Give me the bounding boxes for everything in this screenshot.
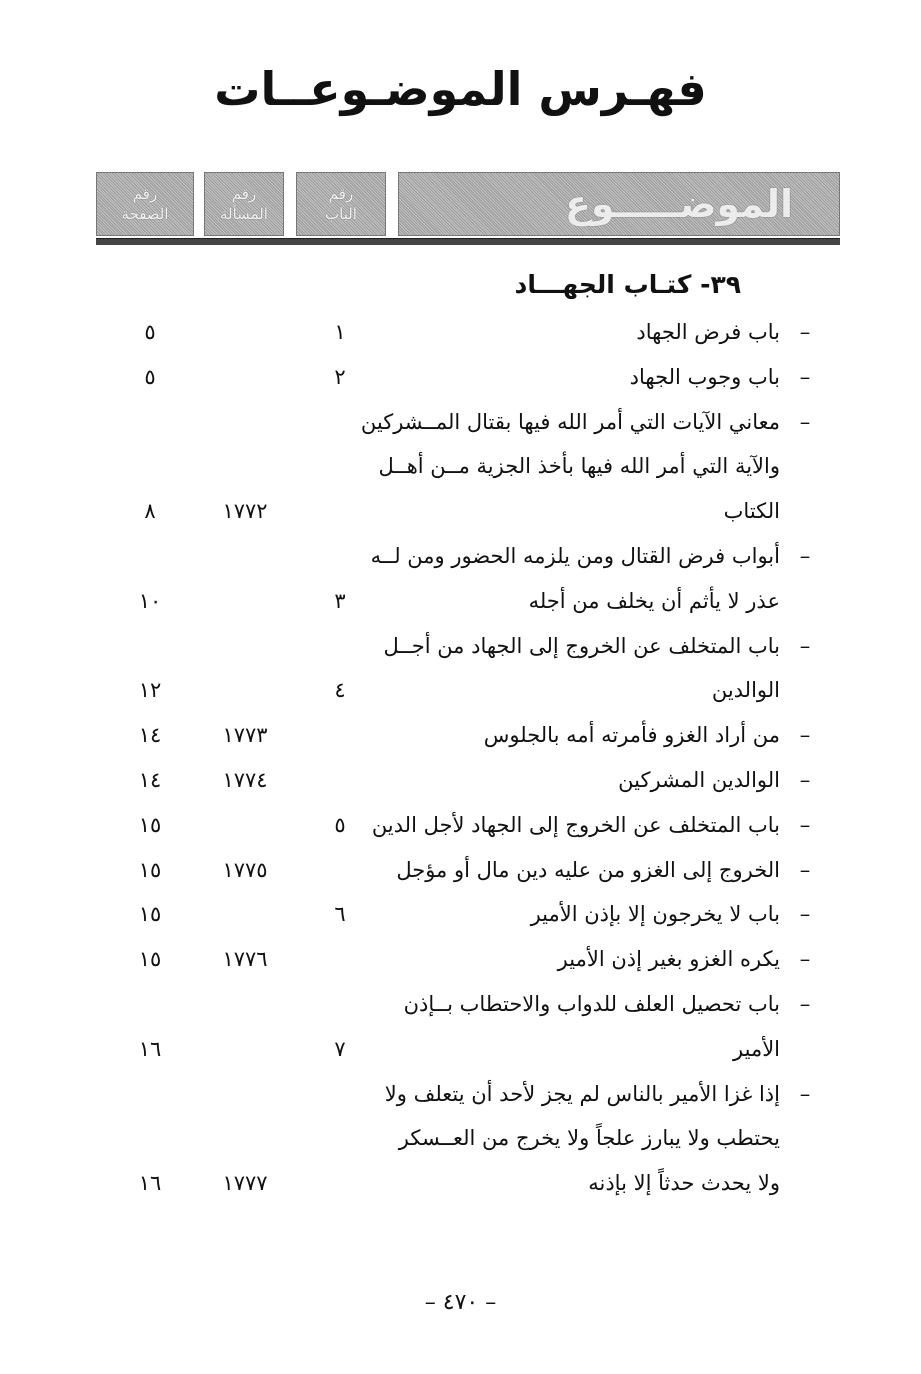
entry-page-number: ١٥	[138, 947, 162, 972]
entry-page-number: ١٠	[138, 588, 162, 613]
entry-dash: –	[799, 544, 811, 568]
header-issue-line2: المسألة	[220, 205, 268, 223]
entry-dash: –	[799, 768, 811, 792]
header-page-line1: رقم	[132, 185, 158, 203]
entry-issue-number: ١٧٧٥	[222, 857, 268, 882]
entry-issue-number: ١٧٧٣	[222, 723, 268, 748]
entry-dash: –	[799, 992, 811, 1016]
entry-title: باب فرض الجهاد	[636, 320, 780, 344]
entry-chapter-number: ٣	[334, 588, 346, 613]
entry-title: الكتاب	[723, 499, 780, 524]
header-topic: الموضـــــوع	[398, 172, 840, 236]
table-header	[96, 172, 840, 242]
entry-page-number: ١٦	[138, 1036, 162, 1061]
entry-issue-number: ١٧٧٢	[222, 499, 268, 524]
entry-title: عذر لا يأثم أن يخلف من أجله	[528, 588, 780, 613]
entry-title: الأمير	[733, 1036, 780, 1061]
entry-dash: –	[799, 723, 811, 748]
page-title: فهـرس الموضـوعــات	[214, 62, 707, 116]
entry-title: معاني الآيات التي أمر الله فيها بقتال المــشركين	[360, 409, 780, 434]
entry-title: باب المتخلف عن الخروج إلى الجهاد من أجــل	[383, 633, 780, 658]
entry-issue-number: ١٧٧٧	[222, 1171, 268, 1196]
entry-title: ولا يحدث حدثاً إلا بإذنه	[588, 1171, 780, 1196]
entry-page-number: ١٥	[138, 902, 162, 927]
entry-chapter-number: ٧	[334, 1036, 346, 1061]
header-underline	[96, 238, 840, 245]
entry-chapter-number: ٢	[334, 364, 346, 389]
entry-title: يحتطب ولا يبارز علجاً ولا يخرج من العــسكر	[398, 1126, 780, 1151]
header-chapter-line2: الباب	[325, 205, 357, 223]
entry-page-number: ٨	[144, 499, 156, 524]
entry-dash: –	[799, 1081, 811, 1106]
entry-page-number: ٥	[144, 364, 156, 389]
entry-title: يكره الغزو بغير إذن الأمير	[557, 947, 780, 972]
entry-page-number: ١٤	[138, 723, 162, 748]
header-chapter-line1: رقم	[328, 185, 354, 203]
header-issue-number	[204, 172, 284, 236]
entry-title: إذا غزا الأمير بالناس لم يجز لأحد أن يتعلف ولا	[384, 1081, 780, 1106]
entry-chapter-number: ٥	[334, 812, 346, 837]
entry-title: الوالدين	[711, 678, 780, 703]
header-issue-line1: رقم	[231, 185, 257, 203]
page-number: – ٤٧٠ –	[424, 1290, 497, 1315]
header-page-line2: الصفحة	[121, 205, 169, 223]
entry-chapter-number: ٤	[334, 678, 346, 703]
header-chapter-number	[296, 172, 386, 236]
entry-title: والآية التي أمر الله فيها بأخذ الجزية مــن أهــل	[378, 454, 780, 479]
entry-dash: –	[799, 320, 811, 344]
entry-page-number: ٥	[144, 320, 156, 344]
entry-chapter-number: ٦	[334, 902, 346, 927]
entry-title: أبواب فرض القتال ومن يلزمه الحضور ومن لــه	[370, 544, 780, 568]
entry-page-number: ١٥	[138, 812, 162, 837]
entry-dash: –	[799, 902, 811, 927]
entry-title: باب لا يخرجون إلا بإذن الأمير	[530, 902, 780, 927]
entry-title: الخروج إلى الغزو من عليه دين مال أو مؤجل	[396, 857, 780, 882]
entry-dash: –	[799, 409, 811, 434]
entry-issue-number: ١٧٧٦	[222, 947, 268, 972]
section-heading: ٣٩- كتـاب الجهـــاد	[514, 270, 741, 299]
entry-page-number: ١٦	[138, 1171, 162, 1196]
entry-page-number: ١٢	[138, 678, 162, 703]
entry-chapter-number: ١	[334, 320, 346, 344]
entry-title: باب المتخلف عن الخروج إلى الجهاد لأجل الدين	[371, 812, 780, 837]
entry-dash: –	[799, 364, 811, 389]
entry-page-number: ١٤	[138, 768, 162, 792]
entry-dash: –	[799, 633, 811, 658]
entry-dash: –	[799, 857, 811, 882]
entry-issue-number: ١٧٧٤	[222, 768, 268, 792]
entry-title: باب وجوب الجهاد	[629, 364, 780, 389]
entry-title: باب تحصيل العلف للدواب والاحتطاب بــإذن	[403, 992, 780, 1016]
entry-title: الوالدين المشركين	[618, 768, 780, 792]
entry-title: من أراد الغزو فأمرته أمه بالجلوس	[483, 723, 780, 748]
entry-dash: –	[799, 812, 811, 837]
entry-page-number: ١٥	[138, 857, 162, 882]
entry-dash: –	[799, 947, 811, 972]
header-page-number	[96, 172, 194, 236]
